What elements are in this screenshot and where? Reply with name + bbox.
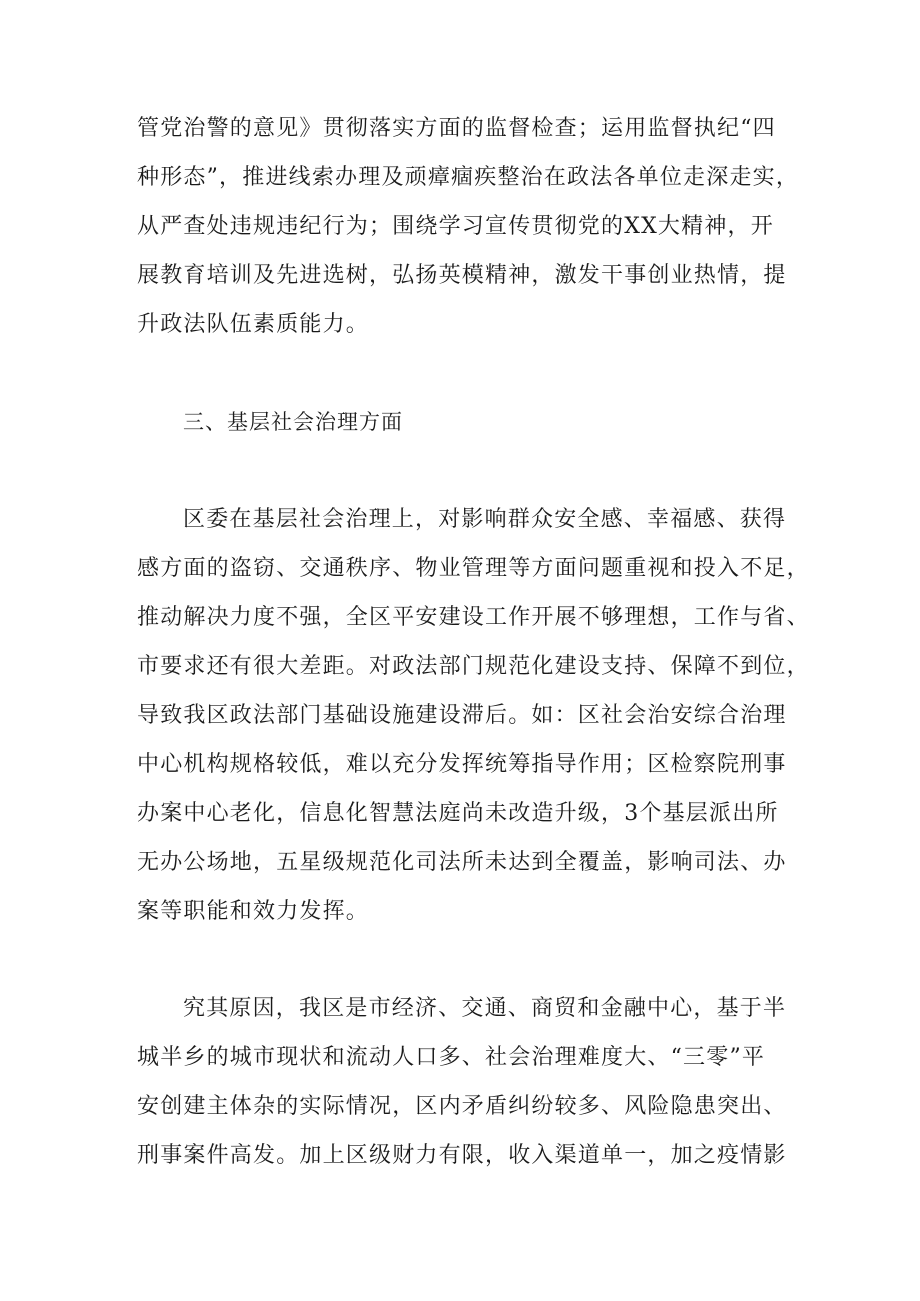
paragraph-1-line-5: 升政法队伍素质能力。	[137, 312, 370, 337]
paragraph-1-line-1: 管党治警的意见》贯彻落实方面的监督检查；运用监督执纪“四	[137, 116, 776, 141]
paragraph-2-line-5: 导致我区政法部门基础设施建设滞后。如：区社会治安综合治理	[137, 703, 787, 728]
paragraph-2-line-6: 中心机构规格较低，难以充分发挥统筹指导作用；区检察院刑事	[137, 752, 787, 777]
paragraph-2-line-3: 推动解决力度不强，全区平安建设工作开展不够理想，工作与省、	[137, 605, 810, 630]
section-heading: 三、基层社会治理方面	[183, 410, 403, 434]
paragraph-2-line-9: 案等职能和效力发挥。	[137, 899, 370, 924]
paragraph-1-line-2: 种形态”，推进线索办理及顽瘴痼疾整治在政法各单位走深走实，	[137, 165, 800, 190]
paragraph-2-line-8: 无办公场地，五星级规范化司法所未达到全覆盖，影响司法、办	[137, 850, 787, 875]
paragraph-2-line-7: 办案中心老化，信息化智慧法庭尚未改造升级，3个基层派出所	[137, 801, 779, 826]
paragraph-3-line-3: 安创建主体杂的实际情况，区内矛盾纠纷较多、风险隐患突出、	[137, 1094, 787, 1119]
paragraph-1-line-4: 展教育培训及先进选树，弘扬英模精神，激发干事创业热情，提	[137, 263, 787, 288]
paragraph-1-line-3: 从严查处违规违纪行为；围绕学习宣传贯彻党的XX大精神，开	[137, 214, 774, 239]
paragraph-2-line-2: 感方面的盗窃、交通秩序、物业管理等方面问题重视和投入不足，	[137, 556, 810, 581]
paragraph-2-line-1: 区委在基层社会治理上，对影响群众安全感、幸福感、获得	[183, 507, 787, 532]
paragraph-3-line-4: 刑事案件高发。加上区级财力有限，收入渠道单一，加之疫情影	[137, 1143, 787, 1168]
paragraph-3-line-1: 究其原因，我区是市经济、交通、商贸和金融中心，基于半	[183, 996, 787, 1021]
paragraph-3-line-2: 城半乡的城市现状和流动人口多、社会治理难度大、“三零”平	[137, 1045, 766, 1070]
paragraph-2-line-4: 市要求还有很大差距。对政法部门规范化建设支持、保障不到位，	[137, 654, 810, 679]
